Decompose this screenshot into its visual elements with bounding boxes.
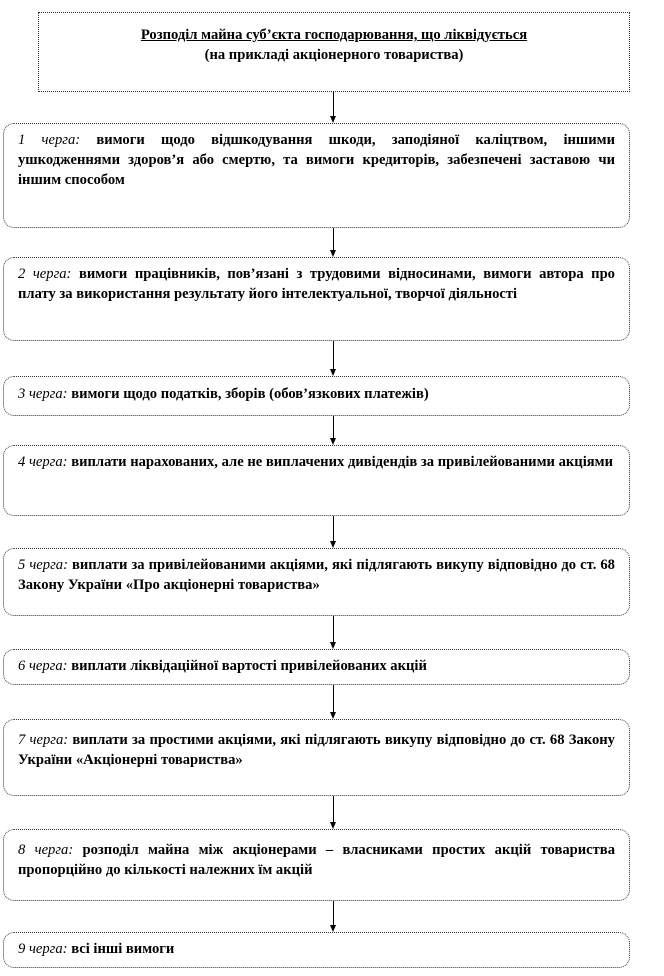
stage-number: 6 черга:: [18, 658, 68, 674]
stage-number: 7 черга:: [18, 732, 69, 748]
stage-text: вимоги працівників, пов’язані з трудовими відносинами, вимоги автора про плату за використання результату його інтелектуальної, творчої діяльності: [18, 266, 615, 302]
stage-text: виплати нарахованих, але не виплачених дивідендів за привілейованими акціями: [67, 454, 614, 470]
stage-box-7: [3, 719, 630, 796]
stage-number: 3 черга:: [18, 386, 68, 402]
stage-text: вимоги щодо податків, зборів (обов’язкових платежів): [67, 386, 429, 402]
stage-box-9: [3, 932, 630, 968]
stage-number: 9 черга:: [18, 941, 68, 957]
diagram-subtitle: (на прикладі акціонерного товариства): [204, 47, 464, 63]
stage-number: 8 черга:: [18, 842, 74, 858]
stage-box-2: [3, 257, 630, 341]
stage-box-6: [3, 649, 630, 685]
stage-number: 2 черга:: [18, 266, 72, 282]
stage-box-4: [3, 445, 630, 516]
stage-text: виплати за простими акціями, які підлягають викупу відповідно до ст. 68 Закону України «Акціонерні товариства»: [18, 732, 615, 768]
stage-box-8: [3, 829, 630, 901]
title-box: [38, 12, 630, 92]
stage-text: вимоги щодо відшкодування шкоди, заподіяної каліцтвом, іншими ушкодженнями здоров’я або смертю, та вимоги кредиторів, забезпечені заставою чи іншим способом: [18, 132, 615, 188]
stage-text: розподіл майна між акціонерами – власниками простих акцій товариства пропорційно до кількості належних їм акцій: [18, 842, 615, 878]
stage-number: 4 черга:: [18, 454, 68, 470]
stage-box-5: [3, 548, 630, 616]
stage-number: 1 черга:: [18, 132, 81, 148]
stage-text: виплати ліквідаційної вартості привілейованих акцій: [67, 658, 427, 674]
stage-text: всі інші вимоги: [67, 941, 175, 957]
stage-box-3: [3, 376, 630, 416]
stage-number: 5 черга:: [18, 557, 68, 573]
stage-box-1: [3, 123, 630, 228]
diagram-title: Розподіл майна суб’єкта господарювання, що ліквідується: [140, 27, 528, 43]
stage-text: виплати за привілейованими акціями, які підлягають викупу відповідно до ст. 68 Закону України «Про акціонерні товариства»: [18, 557, 615, 593]
